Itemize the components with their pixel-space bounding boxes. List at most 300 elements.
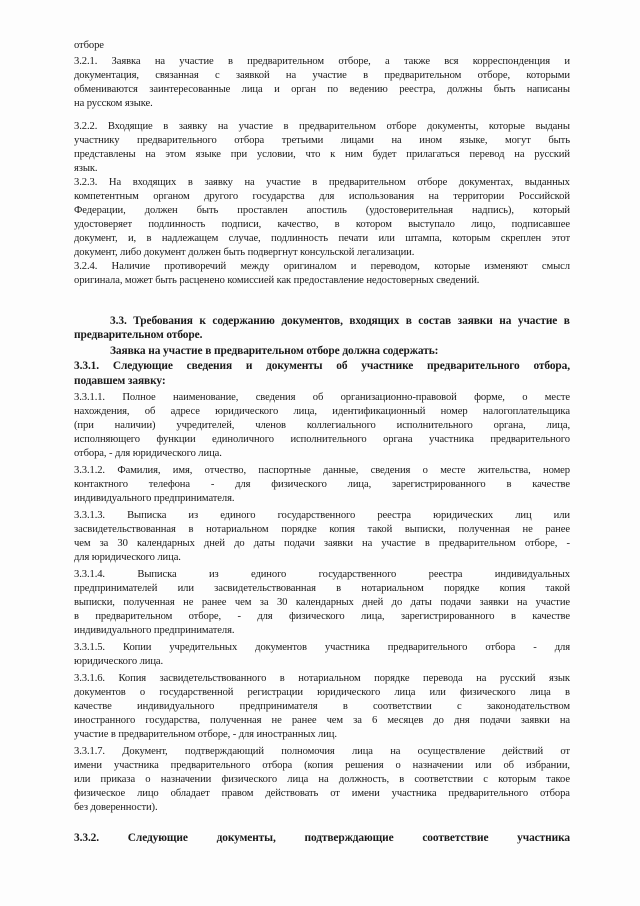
word: состав xyxy=(418,315,452,327)
word: о xyxy=(395,760,401,771)
word: на xyxy=(514,149,525,160)
text-line xyxy=(74,832,570,844)
word: сведения xyxy=(370,465,411,476)
word: проставлен xyxy=(237,205,288,216)
word: лица xyxy=(394,687,416,698)
word: учредителей, xyxy=(176,420,235,431)
word: исполнительного xyxy=(290,434,367,445)
word: предварительного xyxy=(170,760,251,771)
word: предварительном xyxy=(328,177,406,188)
word: участие xyxy=(238,121,273,132)
word: о xyxy=(522,392,528,403)
word: или xyxy=(553,510,570,521)
text-line xyxy=(74,219,570,231)
word: юридического xyxy=(215,406,279,417)
word: На xyxy=(108,177,122,188)
word: государственной xyxy=(159,687,234,698)
word: предпринимателя xyxy=(239,701,318,712)
word: или xyxy=(378,233,395,244)
word: ведению xyxy=(349,84,388,95)
word: из xyxy=(208,569,219,580)
text-line: на русском языке. xyxy=(74,98,153,109)
word: ранее xyxy=(201,597,227,608)
word: ранее xyxy=(545,524,570,535)
word: - xyxy=(237,611,241,622)
word: участника xyxy=(391,788,437,799)
text-line: язык. xyxy=(74,163,98,174)
word: изменяют xyxy=(484,261,528,272)
word: предварительном xyxy=(95,611,173,622)
word: в xyxy=(405,315,412,327)
word: участие xyxy=(381,538,416,549)
word: выданы xyxy=(535,121,570,132)
word: индивидуальных xyxy=(494,569,570,580)
word: наличии) xyxy=(114,420,156,431)
word: реестра xyxy=(428,569,463,580)
word: налогоплательщика xyxy=(482,406,570,417)
word: Требования xyxy=(133,315,193,327)
word: 3.3. xyxy=(110,315,127,327)
word: и xyxy=(350,261,357,272)
word: дней xyxy=(203,538,225,549)
word: ним xyxy=(345,149,363,160)
word: качество, xyxy=(277,219,319,230)
word: законодательством xyxy=(486,701,570,712)
word: заявкой xyxy=(235,70,270,81)
text-line xyxy=(74,788,570,800)
word: участника xyxy=(517,832,570,844)
word: засвидетельствованного xyxy=(159,673,267,684)
word: действий xyxy=(502,746,544,757)
word: до xyxy=(391,597,403,608)
word: лица, xyxy=(361,611,385,622)
word: о xyxy=(145,774,151,785)
word: обладает xyxy=(170,788,210,799)
word: даты xyxy=(253,538,275,549)
word: о xyxy=(422,465,428,476)
text-line xyxy=(74,434,570,446)
word: порядке xyxy=(374,673,410,684)
word: данные, xyxy=(323,465,359,476)
text-line: для юридического лица. xyxy=(74,552,181,563)
word: документы, xyxy=(216,832,276,844)
text-line: участие в предварительном отборе, - для иностранных лиц. xyxy=(74,729,337,740)
word: на xyxy=(285,70,297,81)
word: быть xyxy=(548,135,570,146)
word: нотариальном xyxy=(361,583,424,594)
word: на xyxy=(244,177,255,188)
text-line xyxy=(74,261,570,273)
word: о xyxy=(139,687,146,698)
word: приказа xyxy=(100,774,136,785)
word: календарных xyxy=(295,597,354,608)
word: 3.2.3. xyxy=(74,177,98,188)
word: отчество, xyxy=(204,465,247,476)
word: лица xyxy=(241,84,263,95)
word: на xyxy=(362,538,373,549)
word: выступало xyxy=(408,219,455,230)
word: штампа, xyxy=(405,233,442,244)
word: от xyxy=(330,788,340,799)
word: полученная xyxy=(123,597,175,608)
word: предварительном xyxy=(299,121,376,132)
text-line xyxy=(74,177,570,189)
word: действовать xyxy=(265,788,319,799)
word: оригиналом xyxy=(283,261,337,272)
word: язык xyxy=(548,673,570,684)
word: подлинность xyxy=(148,219,206,230)
word: случае, xyxy=(228,233,261,244)
text-line xyxy=(74,465,570,477)
word: предварительного xyxy=(490,434,570,445)
word: отборе xyxy=(386,121,417,132)
text-line xyxy=(74,420,570,432)
word: перевода xyxy=(423,673,463,684)
word: единоличного xyxy=(212,434,274,445)
word: копия xyxy=(329,524,355,535)
word: предварительном xyxy=(438,538,516,549)
word: отбора xyxy=(262,760,293,771)
word: лицо xyxy=(137,788,159,799)
word: перевод xyxy=(469,149,505,160)
word: в xyxy=(563,315,570,327)
word: вся xyxy=(444,56,459,67)
word: прилагаться xyxy=(406,149,460,160)
word: должен xyxy=(144,205,178,216)
word: отборе xyxy=(417,177,448,188)
word: на xyxy=(145,149,156,160)
word: подтверждающий xyxy=(184,746,264,757)
word: предварительного xyxy=(448,788,529,799)
word: на xyxy=(476,673,487,684)
word: организационно-правовой xyxy=(340,392,457,403)
word: чем xyxy=(234,597,252,608)
word: между xyxy=(240,261,270,272)
word: чем xyxy=(326,715,344,726)
word: корреспонденция xyxy=(472,56,551,67)
text-line xyxy=(74,673,570,685)
word: заявку xyxy=(204,177,233,188)
text-line: оригинала, может быть расценено комиссией как предоставление недостоверных сведений. xyxy=(74,275,480,286)
word: отбора xyxy=(540,788,570,799)
word: документов, xyxy=(281,315,343,327)
word: государственного xyxy=(318,569,397,580)
word: Копия xyxy=(118,673,147,684)
word: подтверждающие xyxy=(304,832,394,844)
word: на xyxy=(217,121,228,132)
word: сведения xyxy=(255,392,296,403)
word: входящих xyxy=(349,315,400,327)
word: номер xyxy=(543,465,570,476)
word: печати xyxy=(338,233,369,244)
word: Выписка xyxy=(137,569,177,580)
word: не xyxy=(271,715,282,726)
word: календарных xyxy=(136,538,195,549)
word: ранее xyxy=(291,715,317,726)
text-line xyxy=(74,406,570,418)
word: который xyxy=(532,205,570,216)
word: участие xyxy=(179,56,214,67)
word: такой xyxy=(367,524,393,535)
word: отборе, xyxy=(524,538,558,549)
word: реестра, xyxy=(399,84,436,95)
word: представлены xyxy=(74,149,136,160)
word: или xyxy=(429,687,446,698)
word: апостиль xyxy=(306,205,347,216)
text-line xyxy=(74,538,570,550)
word: языке xyxy=(195,149,221,160)
word: на xyxy=(428,191,439,202)
word: также xyxy=(403,56,430,67)
word: предпринимателей xyxy=(74,583,158,594)
word: в xyxy=(506,479,512,490)
word: реестра xyxy=(377,510,412,521)
word: быть xyxy=(196,205,219,216)
text-line xyxy=(74,701,570,713)
word: членов xyxy=(255,420,286,431)
word: единого xyxy=(250,569,287,580)
word: предварительного xyxy=(427,360,520,372)
text-line xyxy=(74,360,570,372)
word: (копия xyxy=(304,760,334,771)
text-line xyxy=(74,149,570,161)
word: а xyxy=(385,56,390,67)
word: органа xyxy=(383,434,413,445)
word: на xyxy=(517,597,528,608)
word: 3.3.2. xyxy=(74,832,100,844)
word: Федерации, xyxy=(74,205,126,216)
word: в xyxy=(188,524,194,535)
word: засвидетельствованная xyxy=(214,583,316,594)
word: на xyxy=(154,56,165,67)
word: в xyxy=(187,177,193,188)
word: к xyxy=(199,315,206,327)
word: об xyxy=(336,360,348,372)
word: 3.3.1.2. xyxy=(74,465,105,476)
word: не xyxy=(183,597,194,608)
word: на xyxy=(559,715,570,726)
word: нахождения, xyxy=(74,406,130,417)
word: участие xyxy=(535,597,570,608)
word: противоречий xyxy=(164,261,227,272)
word: подачи xyxy=(440,597,472,608)
word: или xyxy=(74,774,91,785)
word: Выписка xyxy=(127,510,167,521)
text-line xyxy=(74,760,570,772)
word: осуществление xyxy=(417,746,486,757)
word: скреплен xyxy=(500,233,542,244)
word: документов xyxy=(74,687,126,698)
word: сведения xyxy=(186,360,233,372)
word: могут xyxy=(505,135,531,146)
word: соответствии xyxy=(414,774,474,785)
word: в xyxy=(510,611,516,622)
word: имя, xyxy=(172,465,193,476)
word: что xyxy=(305,149,321,160)
word: быть xyxy=(493,84,516,95)
word: в xyxy=(334,219,340,230)
word: от xyxy=(560,746,570,757)
word: участника xyxy=(324,642,370,653)
word: (удостоверительная xyxy=(365,205,453,216)
word: которые xyxy=(434,261,471,272)
word: юридического xyxy=(317,687,381,698)
word: месте xyxy=(544,392,570,403)
word: нотариальном xyxy=(298,673,361,684)
text-line xyxy=(74,56,570,68)
word: написаны xyxy=(526,84,570,95)
word: до xyxy=(433,715,444,726)
word: за xyxy=(259,597,269,608)
word: лицо, xyxy=(471,219,496,230)
word: Входящие xyxy=(107,121,153,132)
text-line xyxy=(74,510,570,522)
word: в xyxy=(336,583,342,594)
text-line: отбора, - для юридического лица. xyxy=(74,448,222,459)
word: котором xyxy=(355,219,392,230)
word: органом xyxy=(153,191,190,202)
word: для xyxy=(235,479,251,490)
word: - xyxy=(210,479,215,490)
word: связанная xyxy=(155,70,199,81)
word: за xyxy=(99,538,109,549)
word: имени xyxy=(74,760,102,771)
word: и xyxy=(245,360,253,372)
word: полученная xyxy=(458,524,510,535)
word: лица, xyxy=(546,420,570,431)
word: в xyxy=(424,538,430,549)
word: об xyxy=(144,406,156,417)
word: индивидуального xyxy=(137,701,215,712)
text-line xyxy=(74,205,570,217)
word: документация, xyxy=(74,70,139,81)
word: в xyxy=(283,121,289,132)
word: и xyxy=(564,56,570,67)
word: обмениваются xyxy=(74,84,138,95)
word: (при xyxy=(74,420,94,431)
word: засвидетельствованная xyxy=(74,524,176,535)
word: которым xyxy=(498,774,537,785)
word: на xyxy=(318,774,329,785)
word: русский xyxy=(534,149,570,160)
text-line: отборе xyxy=(74,40,104,51)
word: отборе, xyxy=(338,56,371,67)
word: физического xyxy=(271,479,327,490)
word: русский xyxy=(499,673,536,684)
word: 6 xyxy=(371,715,378,726)
word: физического xyxy=(460,687,516,698)
word: полномочия xyxy=(281,746,335,757)
word: Наличие xyxy=(111,261,150,272)
word: третьими xyxy=(281,135,324,146)
word: предварительном xyxy=(247,56,325,67)
text-line xyxy=(74,479,570,491)
word: нотариальном xyxy=(206,524,269,535)
word: единого xyxy=(220,510,256,521)
word: и, xyxy=(127,233,137,244)
text-line xyxy=(74,583,570,595)
word: форме, xyxy=(474,392,505,403)
word: 3.3.1.6. xyxy=(74,673,105,684)
word: органа, xyxy=(493,420,526,431)
word: 3.3.1.3. xyxy=(74,510,105,521)
word: до xyxy=(234,538,245,549)
word: адресе xyxy=(170,406,200,417)
word: при xyxy=(230,149,248,160)
word: в xyxy=(279,673,285,684)
word: надпись), xyxy=(471,205,514,216)
word: качестве xyxy=(74,701,112,712)
word: Заявка xyxy=(111,56,141,67)
word: переводом, xyxy=(370,261,420,272)
word: лиц xyxy=(515,510,532,521)
word: должность, xyxy=(338,774,390,785)
word: должны xyxy=(446,84,483,95)
word: этом xyxy=(165,149,186,160)
word: участие xyxy=(312,70,347,81)
word: заявки xyxy=(520,715,550,726)
word: заявку xyxy=(178,121,208,132)
word: из xyxy=(188,510,199,521)
word: для xyxy=(257,611,273,622)
text-line xyxy=(74,191,570,203)
word: будет xyxy=(372,149,397,160)
word: участнике xyxy=(361,360,414,372)
word: зарегистрированного xyxy=(392,479,486,490)
word: Российской xyxy=(518,191,570,202)
word: не xyxy=(522,524,533,535)
word: по xyxy=(327,84,339,95)
word: заявки xyxy=(479,597,509,608)
word: отбора, xyxy=(533,360,570,372)
word: Фамилия, xyxy=(117,465,161,476)
word: идентификационный xyxy=(332,406,426,417)
word: отборе, xyxy=(188,611,222,622)
word: компетентным xyxy=(74,191,139,202)
text-line: подавшем заявку: xyxy=(74,375,166,387)
word: входящих xyxy=(132,177,177,188)
word: которыми xyxy=(526,70,570,81)
word: языке, xyxy=(459,135,488,146)
word: - xyxy=(566,538,570,549)
word: в xyxy=(227,56,233,67)
word: регистрации xyxy=(247,687,303,698)
word: с xyxy=(456,701,462,712)
word: 3.3.1. xyxy=(74,360,100,372)
word: государства, xyxy=(145,715,200,726)
word: копия xyxy=(499,583,526,594)
word: ином xyxy=(419,135,442,146)
word: физического xyxy=(221,774,278,785)
word: решения xyxy=(345,760,384,771)
word: документы, xyxy=(426,121,479,132)
word: лица xyxy=(529,687,551,698)
word: коллегиального xyxy=(306,420,376,431)
text-line xyxy=(74,233,570,245)
word: документов xyxy=(255,642,307,653)
word: государственного xyxy=(277,510,356,521)
word: назначении xyxy=(412,760,464,771)
word: заявки xyxy=(323,538,353,549)
word: жительства, xyxy=(477,465,531,476)
word: Полное xyxy=(122,392,156,403)
text-line xyxy=(74,715,570,727)
text-line xyxy=(74,524,570,536)
word: государства xyxy=(252,191,305,202)
word: такой xyxy=(545,583,570,594)
word: использования xyxy=(348,191,415,202)
word: выписки, xyxy=(74,597,115,608)
